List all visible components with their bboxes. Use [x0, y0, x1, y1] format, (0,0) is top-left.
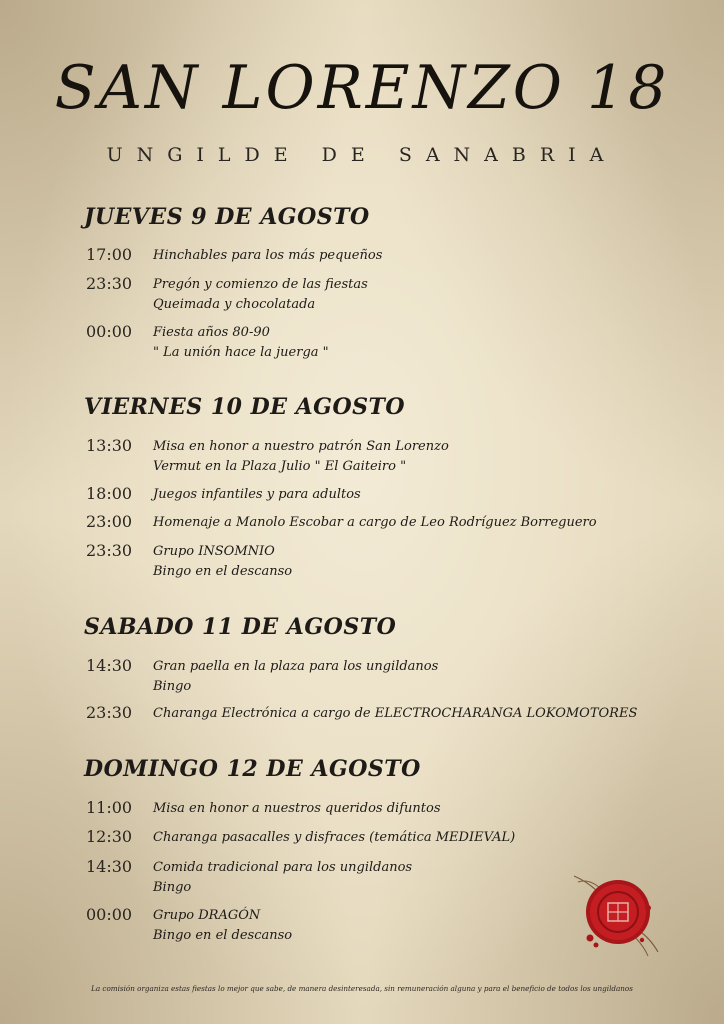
- event-time: 14:30: [86, 857, 133, 876]
- event-description-detail: Bingo en el descanso: [153, 928, 293, 943]
- event-time: 18:00: [86, 484, 133, 503]
- day-heading-sunday: DOMINGO 12 DE AGOSTO: [84, 756, 421, 782]
- event-time: 12:30: [86, 827, 133, 846]
- event-time: 14:30: [86, 656, 133, 675]
- poster-subtitle: UNGILDE DE SANABRIA: [106, 144, 618, 166]
- event-description: Homenaje a Manolo Escobar a cargo de Leo Rodríguez Borreguero: [153, 515, 597, 530]
- event-description-detail: Bingo: [153, 679, 192, 694]
- event-description: Misa en honor a nuestros queridos difuntos: [153, 801, 441, 816]
- event-description-detail: Bingo: [153, 880, 192, 895]
- day-heading-thursday: JUEVES 9 DE AGOSTO: [84, 204, 370, 230]
- event-time: 11:00: [86, 798, 133, 817]
- event-description: Comida tradicional para los ungildanos: [153, 860, 413, 875]
- wax-seal-icon: [568, 868, 668, 958]
- event-time: 00:00: [86, 905, 133, 924]
- event-description: Grupo INSOMNIO: [153, 544, 275, 559]
- event-description-detail: " La unión hace la juerga ": [153, 345, 329, 360]
- event-time: 13:30: [86, 436, 133, 455]
- poster-title: SAN LORENZO 18: [54, 53, 670, 123]
- event-time: 23:30: [86, 703, 133, 722]
- event-description: Gran paella en la plaza para los ungildanos: [153, 659, 439, 674]
- event-description: Misa en honor a nuestro patrón San Lorenzo: [153, 439, 449, 454]
- event-description-detail: Bingo en el descanso: [153, 564, 293, 579]
- event-description: Pregón y comienzo de las fiestas: [153, 277, 368, 292]
- event-time: 17:00: [86, 245, 133, 264]
- event-description: Charanga pasacalles y disfraces (temática MEDIEVAL): [153, 830, 516, 845]
- day-heading-friday: VIERNES 10 DE AGOSTO: [84, 394, 406, 420]
- event-description-detail: Vermut en la Plaza Julio " El Gaiteiro ": [153, 459, 407, 474]
- event-description: Hinchables para los más pequeños: [153, 248, 383, 263]
- event-time: 23:00: [86, 512, 133, 531]
- event-description-detail: Queimada y chocolatada: [153, 297, 316, 312]
- event-description: Juegos infantiles y para adultos: [153, 487, 361, 502]
- event-description: Grupo DRAGÓN: [153, 908, 261, 923]
- event-time: 23:30: [86, 541, 133, 560]
- event-time: 23:30: [86, 274, 133, 293]
- day-heading-saturday: SABADO 11 DE AGOSTO: [84, 614, 397, 640]
- event-time: 00:00: [86, 322, 133, 341]
- event-description: Fiesta años 80-90: [153, 325, 270, 340]
- event-description: Charanga Electrónica a cargo de ELECTROCHARANGA LOKOMOTORES: [153, 706, 638, 721]
- footnote: La comisión organiza estas fiestas lo mejor que sabe, de manera desinteresada, sin remuneración alguna y para el beneficio de todos los ungildanos: [91, 984, 633, 993]
